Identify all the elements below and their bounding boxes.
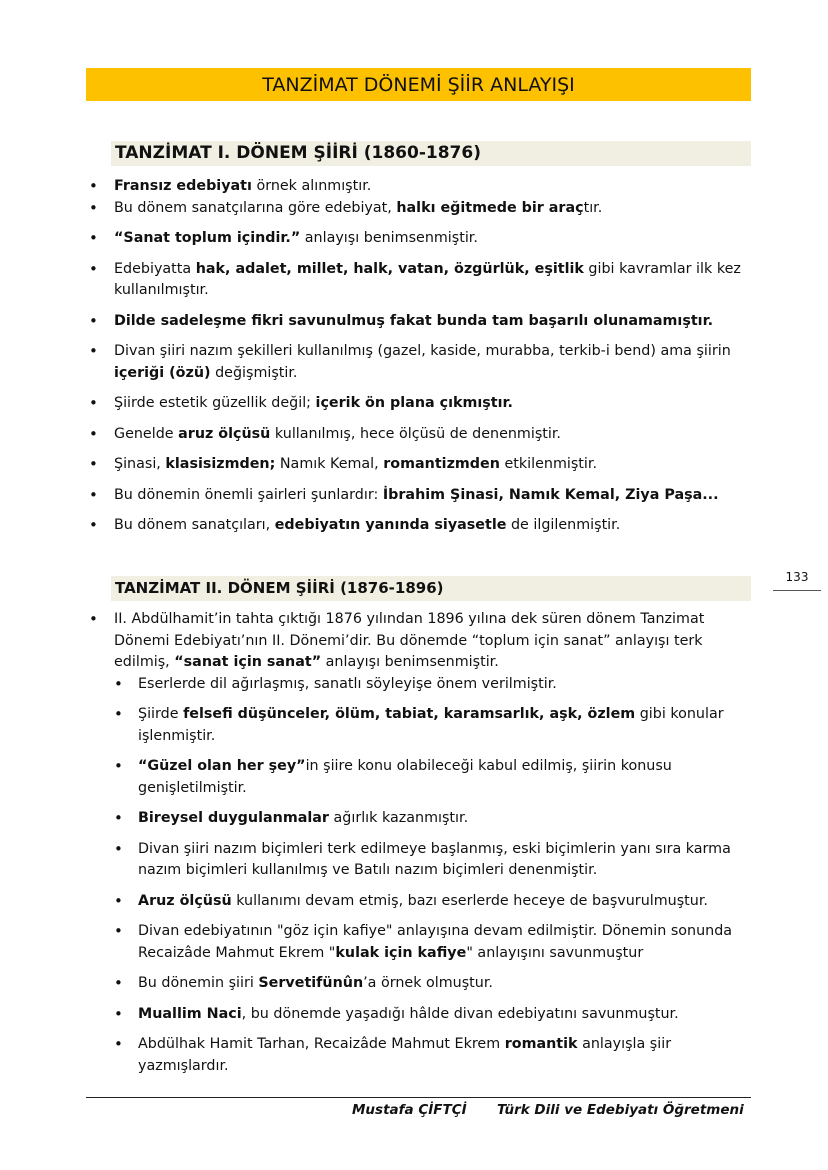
footer-author: Mustafa ÇİFTÇİ	[352, 1102, 467, 1118]
list-item: • “Güzel olan her şey”in şiire konu olabileceği kabul edilmiş, şiirin konusu genişletilmiştir.	[114, 756, 751, 799]
list-item: • Edebiyatta hak, adalet, millet, halk, vatan, özgürlük, eşitlik gibi kavramlar ilk kez kullanılmıştır.	[86, 259, 751, 302]
list-item: • Genelde aruz ölçüsü kullanılmış, hece ölçüsü de denenmiştir.	[86, 424, 751, 446]
list-item: • Şinasi, klasisizmden; Namık Kemal, romantizmden etkilenmiştir.	[86, 454, 751, 476]
list-item: • Fransız edebiyatı örnek alınmıştır.	[86, 176, 751, 198]
list-item: • Divan edebiyatının "göz için kafiye" anlayışına devam edilmiştir. Dönemin sonunda Recaizâde Mahmut Ekrem "kulak için kafiye" anlayışını savunmuştur	[114, 921, 751, 964]
list-item: • Aruz ölçüsü kullanımı devam etmiş, bazı eserlerde heceye de başvurulmuştur.	[114, 891, 751, 913]
list-item: • Abdülhak Hamit Tarhan, Recaizâde Mahmut Ekrem romantik anlayışla şiir yazmışlardır.	[114, 1034, 751, 1077]
list-item: • Bu dönem sanatçıları, edebiyatın yanında siyasetle de ilgilenmiştir.	[86, 515, 751, 537]
list-item: • Bu dönemin şiiri Servetifünûn’a örnek olmuştur.	[114, 973, 751, 995]
list-item: • Bireysel duygulanmalar ağırlık kazanmıştır.	[114, 808, 751, 830]
section2-list	[86, 609, 751, 1077]
list-item: • Bu dönemin önemli şairleri şunlardır: İbrahim Şinasi, Namık Kemal, Ziya Paşa...	[86, 485, 751, 507]
list-item: • II. Abdülhamit’in tahta çıktığı 1876 yılından 1896 yılına dek süren dönem Tanzimat Dönemi Edebiyatı’nın II. Dönemi’dir. Bu dönemde “toplum için sanat” anlayışı terk edilmiş, “sanat için sanat” anlayışı benimsenmiştir. • Eserlerde dil ağırlaşmış, sanatlı söyleyişe önem verilmiştir. • Şiirde felsefi düşünceler, ölüm, tabiat, karamsarlık, aşk, özlem gibi konular işlenmiştir. • “Güzel olan her şey”in şiire konu olabileceği kabul edilmiş, şiirin konusu genişletilmiştir. • Bireysel duygulanmalar ağırlık kazanmıştır. • Divan şiiri nazım biçimleri terk edilmeye başlanmış, eski biçimlerin yanı sıra karma nazım biçimleri kullanılmış ve Batılı nazım biçimleri denenmiştir. • Aruz ölçüsü kullanımı devam etmiş, bazı eserlerde heceye de başvurulmuştur. • Divan edebiyatının "göz için kafiye" anlayışına devam edilmiştir. Dönemin sonunda Recaizâde Mahmut Ekrem "kulak için kafiye" anlayışını savunmuştur • Bu dönemin şiiri Servetifünûn’a örnek olmuştur. • Muallim Naci, bu dönemde yaşadığı hâlde divan edebiyatını savunmuştur. • Abdülhak Hamit Tarhan, Recaizâde Mahmut Ekrem romantik anlayışla şiir yazmışlardır.	[86, 609, 751, 1077]
section2-heading: TANZİMAT II. DÖNEM ŞİİRİ (1876-1896)	[111, 576, 751, 601]
list-item: • Divan şiiri nazım şekilleri kullanılmış (gazel, kaside, murabba, terkib-i bend) ama şiirin içeriği (özü) değişmiştir.	[86, 341, 751, 384]
list-item: • “Sanat toplum içindir.” anlayışı benimsenmiştir.	[86, 228, 751, 250]
section1-heading: TANZİMAT I. DÖNEM ŞİİRİ (1860-1876)	[111, 141, 751, 166]
footer-divider	[86, 1097, 751, 1098]
list-item: • Bu dönem sanatçılarına göre edebiyat, halkı eğitmede bir araçtır.	[86, 198, 751, 220]
list-item: • Muallim Naci, bu dönemde yaşadığı hâlde divan edebiyatını savunmuştur.	[114, 1004, 751, 1026]
section2-sublist	[114, 674, 751, 1078]
page-title-text: TANZİMAT DÖNEMİ ŞİİR ANLAYIŞI	[262, 73, 575, 96]
list-item: • Dilde sadeleşme fikri savunulmuş fakat bunda tam başarılı olunamamıştır.	[86, 311, 751, 333]
list-item: • Eserlerde dil ağırlaşmış, sanatlı söyleyişe önem verilmiştir.	[114, 674, 751, 696]
page-title	[86, 68, 751, 101]
list-item: • Şiirde felsefi düşünceler, ölüm, tabiat, karamsarlık, aşk, özlem gibi konular işlenmiştir.	[114, 704, 751, 747]
footer-role: Türk Dili ve Edebiyatı Öğretmeni	[497, 1102, 744, 1118]
list-item: • Şiirde estetik güzellik değil; içerik ön plana çıkmıştır.	[86, 393, 751, 415]
section1-list	[86, 176, 751, 537]
list-item: • Divan şiiri nazım biçimleri terk edilmeye başlanmış, eski biçimlerin yanı sıra karma nazım biçimleri kullanılmış ve Batılı nazım biçimleri denenmiştir.	[114, 839, 751, 882]
page-number: 133	[773, 570, 821, 591]
